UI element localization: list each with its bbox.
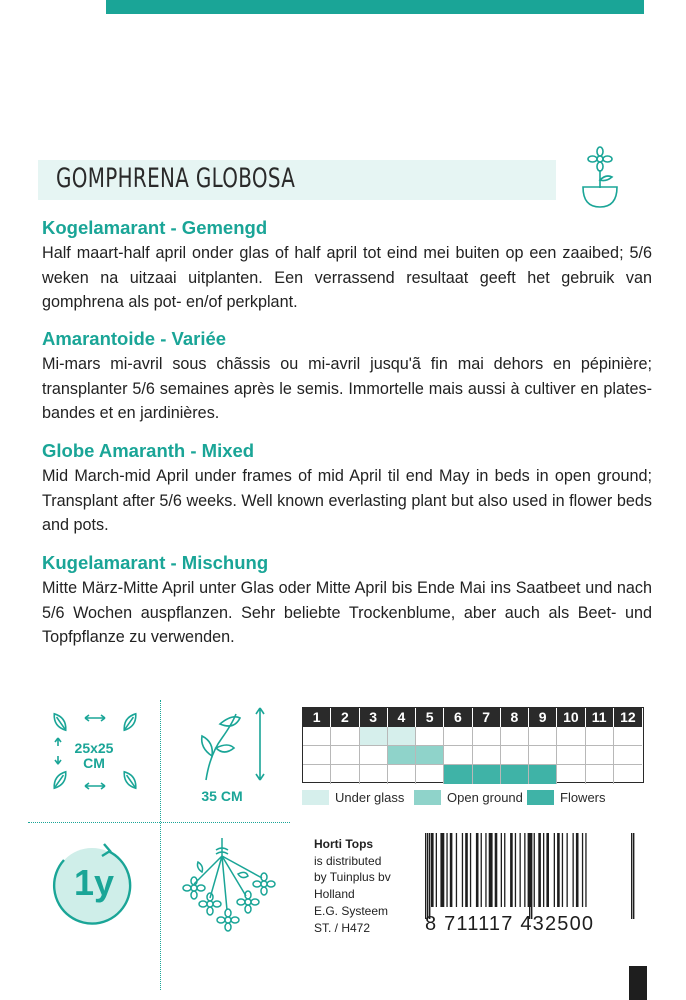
calendar-cell bbox=[360, 727, 388, 746]
section-heading: Amarantoide - Variée bbox=[42, 328, 227, 349]
calendar-cell bbox=[416, 765, 444, 784]
calendar-month: 6 bbox=[444, 708, 472, 727]
barcode-bar bbox=[510, 833, 513, 907]
distributor-info bbox=[314, 836, 391, 936]
section-dutch bbox=[42, 217, 652, 315]
distributor-line: Holland bbox=[314, 887, 355, 902]
calendar-cell bbox=[529, 746, 557, 765]
barcode-bar bbox=[585, 833, 586, 907]
section-text: Half maart-half april onder glas of half april tot eind mei buiten op een zaaibed; 5/6 weken na uitzaai uitplanten. Een verrassend resultaat geeft het gebruik van gomphrena als pot- en/of perkplant. bbox=[42, 244, 652, 311]
barcode-bar bbox=[481, 833, 482, 907]
calendar-month: 12 bbox=[614, 708, 642, 727]
barcode-bar bbox=[562, 833, 563, 907]
calendar-cell bbox=[303, 727, 331, 746]
calendar-cell bbox=[416, 746, 444, 765]
plant-height-icon bbox=[196, 704, 276, 784]
calendar-cell bbox=[557, 765, 585, 784]
barcode-bar bbox=[456, 833, 457, 907]
legend-label: Open ground bbox=[447, 790, 523, 805]
barcode-bar bbox=[495, 833, 498, 907]
calendar-cell bbox=[360, 746, 388, 765]
calendar-cell bbox=[557, 727, 585, 746]
calendar-cell bbox=[473, 746, 501, 765]
calendar-cell bbox=[388, 765, 416, 784]
sowing-calendar bbox=[302, 707, 644, 783]
barcode-bar bbox=[470, 833, 471, 907]
calendar-cell bbox=[614, 727, 642, 746]
section-german bbox=[42, 552, 652, 650]
calendar-cell bbox=[586, 765, 614, 784]
barcode-bar bbox=[489, 833, 493, 907]
section-heading: Globe Amaranth - Mixed bbox=[42, 440, 255, 461]
legend-label: Under glass bbox=[335, 790, 405, 805]
section-heading: Kugelamarant - Mischung bbox=[42, 552, 269, 573]
calendar-month: 7 bbox=[473, 708, 501, 727]
calendar-month: 3 bbox=[360, 708, 388, 727]
calendar-cell bbox=[473, 765, 501, 784]
calendar-month: 8 bbox=[501, 708, 529, 727]
barcode-guard-bar bbox=[429, 833, 430, 919]
divider bbox=[28, 822, 290, 823]
legend-swatch bbox=[527, 790, 554, 805]
calendar-cell bbox=[529, 727, 557, 746]
potted-flower-icon bbox=[576, 144, 624, 210]
product-title: GOMPHRENA GLOBOSA bbox=[56, 163, 296, 194]
top-accent-bar bbox=[106, 0, 644, 14]
calendar-month: 10 bbox=[557, 708, 585, 727]
calendar-month: 4 bbox=[388, 708, 416, 727]
calendar-cell bbox=[444, 765, 472, 784]
barcode-bar bbox=[543, 833, 544, 907]
barcode-guard-bar bbox=[531, 833, 532, 919]
barcode-bar bbox=[567, 833, 568, 907]
barcode-bar bbox=[573, 833, 574, 907]
distributor-line: is distributed bbox=[314, 853, 382, 868]
calendar-cell bbox=[501, 746, 529, 765]
distributor-line: ST. / H472 bbox=[314, 920, 371, 935]
distributor-line: E.G. Systeem bbox=[314, 903, 389, 918]
calendar-cell bbox=[416, 727, 444, 746]
calendar-cell bbox=[501, 727, 529, 746]
barcode-bar bbox=[576, 833, 579, 907]
section-french bbox=[42, 328, 652, 426]
barcode-bar bbox=[515, 833, 516, 907]
distributor-line: by Tuinplus bv bbox=[314, 870, 391, 885]
barcode-bar bbox=[546, 833, 549, 907]
barcode-bar bbox=[557, 833, 560, 907]
brand-name: Horti Tops bbox=[314, 837, 374, 851]
calendar-month: 2 bbox=[331, 708, 359, 727]
barcode-bar bbox=[582, 833, 583, 907]
calendar-cell bbox=[331, 746, 359, 765]
lifecycle-label: 1y bbox=[73, 862, 115, 903]
calendar-cell bbox=[331, 727, 359, 746]
section-text: Mid March-mid April under frames of mid April til end May in beds in open ground; Transplant after 5/6 weeks. Well known everlasting plant but also used in flower beds and pots. bbox=[42, 467, 652, 534]
barcode-bar bbox=[554, 833, 555, 907]
barcode-bar bbox=[440, 833, 444, 907]
barcode-bar bbox=[476, 833, 479, 907]
calendar-cell bbox=[614, 746, 642, 765]
calendar-cell bbox=[614, 765, 642, 784]
barcode-bar bbox=[431, 833, 434, 907]
calendar-cell bbox=[303, 746, 331, 765]
section-text: Mi-mars mi-avril sous chãssis ou mi-avril jusqu'ã fin mai dehors en pépinière; transplanter 5/6 semaines après le semis. Immortelle mais aussi à cultiver en plates-bandes et en jardinières. bbox=[42, 355, 652, 422]
dried-flowers-bouquet-icon bbox=[172, 838, 282, 938]
barcode-bar bbox=[465, 833, 468, 907]
calendar-cell bbox=[360, 765, 388, 784]
divider bbox=[160, 700, 161, 990]
calendar-cell bbox=[473, 727, 501, 746]
legend-label: Flowers bbox=[560, 790, 606, 805]
barcode-bar bbox=[501, 833, 502, 907]
calendar-cell bbox=[444, 727, 472, 746]
barcode-guard-bar bbox=[631, 833, 632, 919]
calendar-cell bbox=[529, 765, 557, 784]
barcode-number: 8 711117 432500 bbox=[425, 913, 595, 935]
calendar-month: 9 bbox=[529, 708, 557, 727]
barcode-guard-bar bbox=[633, 833, 634, 919]
barcode-guard-bar bbox=[529, 833, 530, 919]
barcode-bar bbox=[534, 833, 535, 907]
barcode-bar bbox=[504, 833, 505, 907]
calendar-month: 5 bbox=[416, 708, 444, 727]
calendar-cell bbox=[388, 727, 416, 746]
barcode-bar bbox=[524, 833, 525, 907]
calendar-month: 11 bbox=[586, 708, 614, 727]
barcode-bar bbox=[436, 833, 437, 907]
barcode-bar bbox=[520, 833, 521, 907]
barcode-bar bbox=[538, 833, 541, 907]
calendar-cell bbox=[586, 727, 614, 746]
calendar-month: 1 bbox=[303, 708, 331, 727]
calendar-cell bbox=[444, 746, 472, 765]
section-text: Mitte März-Mitte April unter Glas oder Mitte April bis Ende Mai ins Saatbeet und nach 5/6 Wochen auspflanzen. Sehr beliebte Trockenblume, aber auch als Beet- und Topfpflanze zu verwenden. bbox=[42, 579, 652, 646]
corner-black-mark bbox=[629, 966, 647, 1000]
calendar-cell bbox=[388, 746, 416, 765]
spacing-label: 25x25 CM bbox=[74, 740, 114, 771]
calendar-cell bbox=[331, 765, 359, 784]
barcode-bar bbox=[446, 833, 447, 907]
legend-swatch bbox=[302, 790, 329, 805]
calendar-cell bbox=[586, 746, 614, 765]
height-label: 35 CM bbox=[201, 788, 243, 804]
barcode-bar bbox=[462, 833, 463, 907]
barcode-bar bbox=[485, 833, 486, 907]
legend-swatch bbox=[414, 790, 441, 805]
calendar-cell bbox=[303, 765, 331, 784]
calendar-cell bbox=[557, 746, 585, 765]
calendar-cell bbox=[501, 765, 529, 784]
barcode-guard-bar bbox=[427, 833, 428, 919]
section-english bbox=[42, 440, 652, 538]
section-heading: Kogelamarant - Gemengd bbox=[42, 217, 268, 238]
barcode-guard-bar bbox=[425, 833, 426, 919]
barcode-bar bbox=[450, 833, 453, 907]
